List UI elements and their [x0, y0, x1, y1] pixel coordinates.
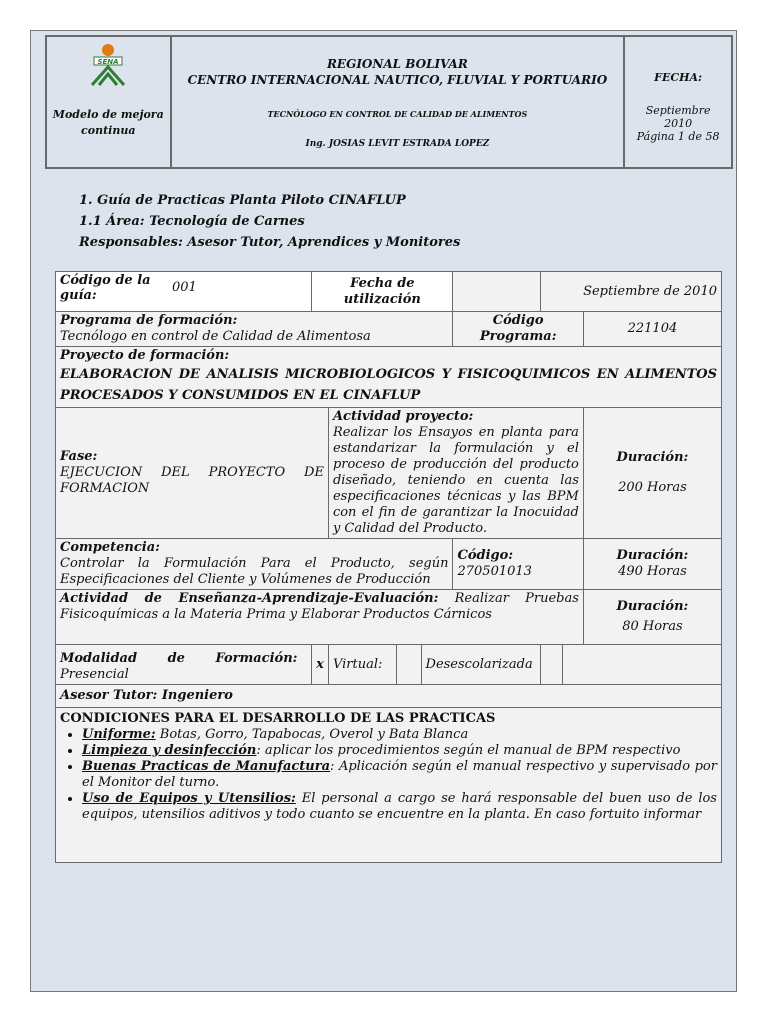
- header-center-cell: [171, 36, 625, 168]
- actividad-value: Realizar los Ensayos en planta para estandarizar la formulación y el proceso de producción del producto diseñado, teniendo en cuenta las especificaciones técnicas y las BPM con el fin de garantizar la Inocuidad y Calidad del Producto.: [332, 425, 579, 536]
- row-competencia: [56, 539, 722, 590]
- fase-value: EJECUCION DEL PROYECTO DE FORMACION: [60, 465, 324, 496]
- row-actividad-ea: [56, 590, 722, 645]
- row-modalidad: [56, 645, 722, 685]
- modalidad-label: Modalidad de Formación:: [60, 651, 298, 666]
- duracion3-cell: [583, 590, 721, 645]
- intro-block: [79, 190, 460, 253]
- codigo2-cell: [453, 539, 583, 590]
- codigo-programa-label: Código Programa:: [479, 313, 557, 344]
- header-right-cell: [624, 36, 732, 168]
- actividad-ea-label: Actividad de Enseñanza-Aprendizaje-Evaluación:: [60, 591, 439, 606]
- fecha-label: Fecha de utilización: [343, 275, 421, 307]
- codigo-value: 001: [172, 280, 197, 295]
- sena-logo: [84, 41, 132, 89]
- fase-label: Fase:: [60, 449, 98, 464]
- intro-line2: 1.1 Área: Tecnología de Carnes: [79, 214, 305, 229]
- row-condiciones: [56, 708, 722, 863]
- duracion1-cell: [583, 408, 721, 539]
- condition-text: : Aplicación según el manual respectivo y supervisado por el Monitor del turno.: [82, 759, 717, 790]
- actividad-ea-value: Realizar Pruebas Fisicoquímicas a la Materia Prima y Elaborar Productos Cárnicos: [60, 591, 579, 622]
- actividad-ea-cell: [56, 590, 584, 645]
- row-programa: [56, 312, 722, 347]
- duracion1-value: 200 Horas: [618, 480, 687, 495]
- duracion3-value: 80 Horas: [622, 619, 683, 634]
- header-title-line2: CENTRO INTERNACIONAL NAUTICO, FLUVIAL Y PORTUARIO: [187, 73, 608, 87]
- desescolarizada-label: Desescolarizada: [421, 645, 541, 685]
- condition-item: [82, 759, 717, 791]
- condition-term: Uniforme:: [82, 727, 156, 742]
- header-engineer: Ing. JOSIAS LEVIT ESTRADA LOPEZ: [305, 139, 490, 149]
- header-date-value: Septiembre 2010: [645, 104, 711, 130]
- conditions-cell: [56, 708, 722, 863]
- condition-term: Uso de Equipos y Utensilios:: [82, 791, 296, 806]
- programa-value: Tecnólogo en control de Calidad de Alimentosa: [60, 329, 371, 344]
- codigo-programa-label-cell: [453, 312, 583, 347]
- row-proyecto: [56, 347, 722, 408]
- condition-text: El personal a cargo se hará responsable del buen uso de los equipos, utensilios aditivos y todo cuanto se encuentre en la planta. En caso fortuito informar: [82, 791, 717, 822]
- row-asesor: [56, 685, 722, 708]
- codigo2-value: 270501013: [457, 564, 532, 579]
- competencia-label: Competencia:: [60, 540, 160, 555]
- competencia-cell: [56, 539, 453, 590]
- fecha-value: Septiembre de 2010: [541, 272, 722, 312]
- duracion3-label: Duración:: [616, 599, 689, 614]
- duracion1-label: Duración:: [616, 450, 689, 465]
- asesor-tutor: Asesor Tutor: Ingeniero: [56, 685, 722, 708]
- duracion2-cell: [583, 539, 721, 590]
- condition-term: Buenas Practicas de Manufactura: [82, 759, 331, 774]
- header-subtitle: TECNÓLOGO EN CONTROL DE CALIDAD DE ALIMENTOS: [267, 109, 528, 119]
- duracion2-label: Duración:: [616, 548, 689, 563]
- proyecto-label: Proyecto de formación:: [60, 348, 230, 363]
- fecha-gap-cell: [453, 272, 541, 312]
- intro-line3: Responsables: Asesor Tutor, Aprendices y Monitores: [79, 235, 461, 250]
- modalidad-empty-cell: [563, 645, 722, 685]
- row-fase: [56, 408, 722, 539]
- proyecto-value: ELABORACION DE ANALISIS MICROBIOLOGICOS Y FISICOQUIMICOS EN ALIMENTOS PROCESADOS Y CONSUMIDOS EN EL CINAFLUP: [60, 367, 717, 403]
- codigo-label: Código de la guía:: [60, 273, 151, 303]
- programa-label: Programa de formación:: [60, 313, 238, 328]
- codigo2-label: Código:: [457, 548, 514, 563]
- condition-item: [82, 791, 717, 823]
- fecha-label-cell: [312, 272, 453, 312]
- header-page: Página 1 de 58: [636, 130, 720, 143]
- header-left-cell: [46, 36, 171, 168]
- virtual-box: [396, 645, 421, 685]
- condition-text: : aplicar los procedimientos según el manual de BPM respectivo: [256, 743, 681, 758]
- guide-table: [55, 271, 722, 863]
- condition-text: Botas, Gorro, Tapabocas, Overol y Bata Blanca: [155, 727, 469, 742]
- codigo-programa-value: 221104: [583, 312, 721, 347]
- proyecto-cell: [56, 347, 722, 408]
- header-date: [625, 104, 731, 143]
- header-fecha-label: FECHA:: [654, 71, 703, 84]
- programa-cell: [56, 312, 453, 347]
- competencia-value: Controlar la Formulación Para el Producto, según Especificaciones del Cliente y Volúmenes de Producción: [60, 556, 449, 587]
- desescolarizada-box: [541, 645, 563, 685]
- codigo-cell: [56, 272, 312, 312]
- conditions-list: [60, 727, 717, 823]
- intro-line1: 1. Guía de Practicas Planta Piloto CINAFLUP: [79, 193, 406, 208]
- condition-item: [82, 727, 717, 743]
- actividad-ea-text: [60, 591, 579, 623]
- fase-cell: [56, 408, 329, 539]
- modalidad-cell: [56, 645, 312, 685]
- condition-term: Limpieza y desinfección: [82, 743, 257, 758]
- actividad-label: Actividad proyecto:: [332, 409, 474, 424]
- condition-item: [82, 743, 717, 759]
- virtual-label: Virtual:: [328, 645, 396, 685]
- header-left-label: Modelo de mejora continua: [52, 108, 164, 137]
- row-codigo: [56, 272, 722, 312]
- actividad-cell: [328, 408, 583, 539]
- duracion2-value: 490 Horas: [618, 564, 687, 579]
- document-header: [45, 35, 733, 169]
- modalidad-mark: x: [312, 645, 329, 685]
- conditions-title: CONDICIONES PARA EL DESARROLLO DE LAS PRACTICAS: [60, 711, 496, 726]
- modalidad-value: Presencial: [60, 667, 129, 682]
- header-title-line1: REGIONAL BOLIVAR: [326, 57, 468, 71]
- logo-text: SENA: [97, 58, 119, 66]
